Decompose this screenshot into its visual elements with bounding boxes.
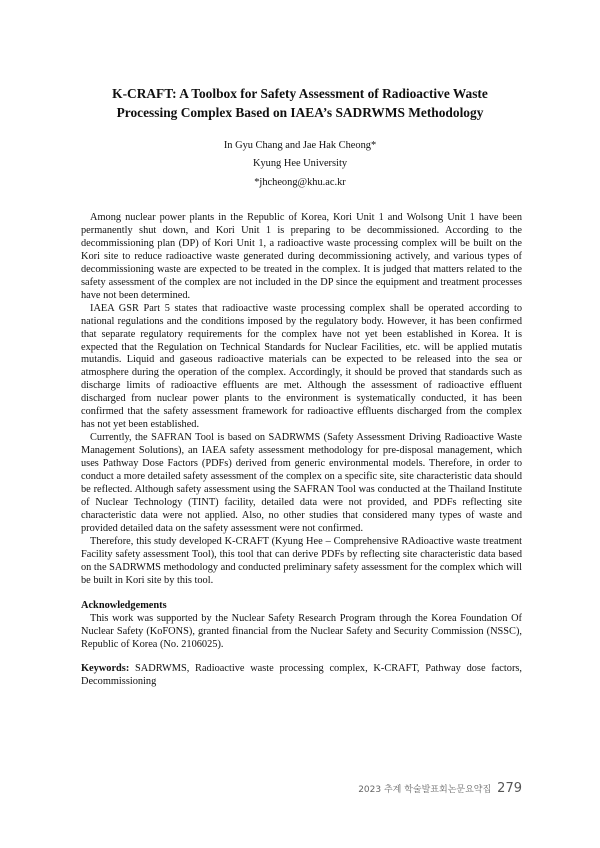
authors: In Gyu Chang and Jae Hak Cheong* <box>223 140 377 151</box>
paragraph-1: Among nuclear power plants in the Republic of Korea, Kori Unit 1 and Wolsong Unit 1 have been permanently shut down, and Kori Unit 1 is preparing to be decommissioned. According to the decommissioning plan (DP) of Kori Unit 1, a radioactive waste processing complex will be built on the Kori site to reduce radioactive waste generated during decommissioning actively, and various types of decommissioning waste are expected to be treated in the complex. It is judged that matters related to the safety assessment of the complex are not included in the DP since the equipment and treatment processes have not been determined. <box>81 212 522 301</box>
acknowledgements-text: This work was supported by the Nuclear Safety Research Program through the Korea Foundation Of Nuclear Safety (KoFONS), granted financial from the Nuclear Safety and Security Commission (NSSC), Republic of Korea (No. 2106025). <box>81 612 522 650</box>
page-number: 279 <box>497 781 522 796</box>
abstract-body <box>81 212 522 689</box>
paper-title <box>60 84 540 122</box>
acknowledgements-heading: Acknowledgements <box>81 599 167 611</box>
keywords <box>81 663 522 689</box>
title-line-1: K-CRAFT: A Toolbox for Safety Assessment of Radioactive Waste <box>112 86 488 101</box>
proceedings-title: 2023 추계 학술발표회논문요약집 <box>358 785 492 795</box>
keywords-text: SADRWMS, Radioactive waste processing complex, K-CRAFT, Pathway dose factors, Decommissioning <box>81 663 522 688</box>
page-footer <box>358 781 522 796</box>
paragraph-2: IAEA GSR Part 5 states that radioactive waste processing complex shall be operated according to national regulations and the conditions imposed by the regulatory body. However, it has been confirmed that separate regulatory requirements for the complex have not yet been established in Korea. It is expected that the Regulation on Technical Standards for Nuclear Facilities, etc. will be applied mutatis mutandis. Liquid and gaseous radioactive materials can be expected to be released into the sea or atmosphere during the operation of the complex. Accordingly, it should be proved that standards such as discharge limits of radioactive effluents are met. Although the assessment of radioactive effluent discharged from nuclear power plants to the environment is systematically conducted, it has been confirmed that the safety assessment framework for radioactive effluents discharged from the complex has not yet been established. <box>81 302 522 431</box>
paragraph-3: Currently, the SAFRAN Tool is based on SADRWMS (Safety Assessment Driving Radioactive Waste Management Solutions), an IAEA safety assessment methodology for pre-disposal management, which uses Pathway Dose Factors (PDFs) derived from generic environmental models. Therefore, in order to conduct a more detailed safety assessment of the complex on a specific site, site characteristic data should be reflected. Although safety assessment using the SAFRAN Tool was conducted at the Thailand Institute of Nuclear Technology (TINT) facility, detailed data were not provided, and PDFs reflecting site characteristic data were not applied. Also, no other studies that considered many types of waste and provided detailed data on the safety assessment were not confirmed. <box>81 432 522 534</box>
paragraph-4: Therefore, this study developed K-CRAFT (Kyung Hee – Comprehensive RAdioactive waste treatment Facility safety assessment Tool), this tool that can derive PDFs by reflecting site characteristic data based on the SADRWMS methodology and conducted preliminary safety assessment for the complex which will be built in Kori site by this tool. <box>81 535 522 586</box>
affiliation: Kyung Hee University <box>252 158 348 169</box>
corresponding-email: *jhcheong@khu.ac.kr <box>254 177 346 188</box>
keywords-label: Keywords: <box>81 663 130 675</box>
title-line-2: Processing Complex Based on IAEA’s SADRWMS Methodology <box>116 105 484 120</box>
